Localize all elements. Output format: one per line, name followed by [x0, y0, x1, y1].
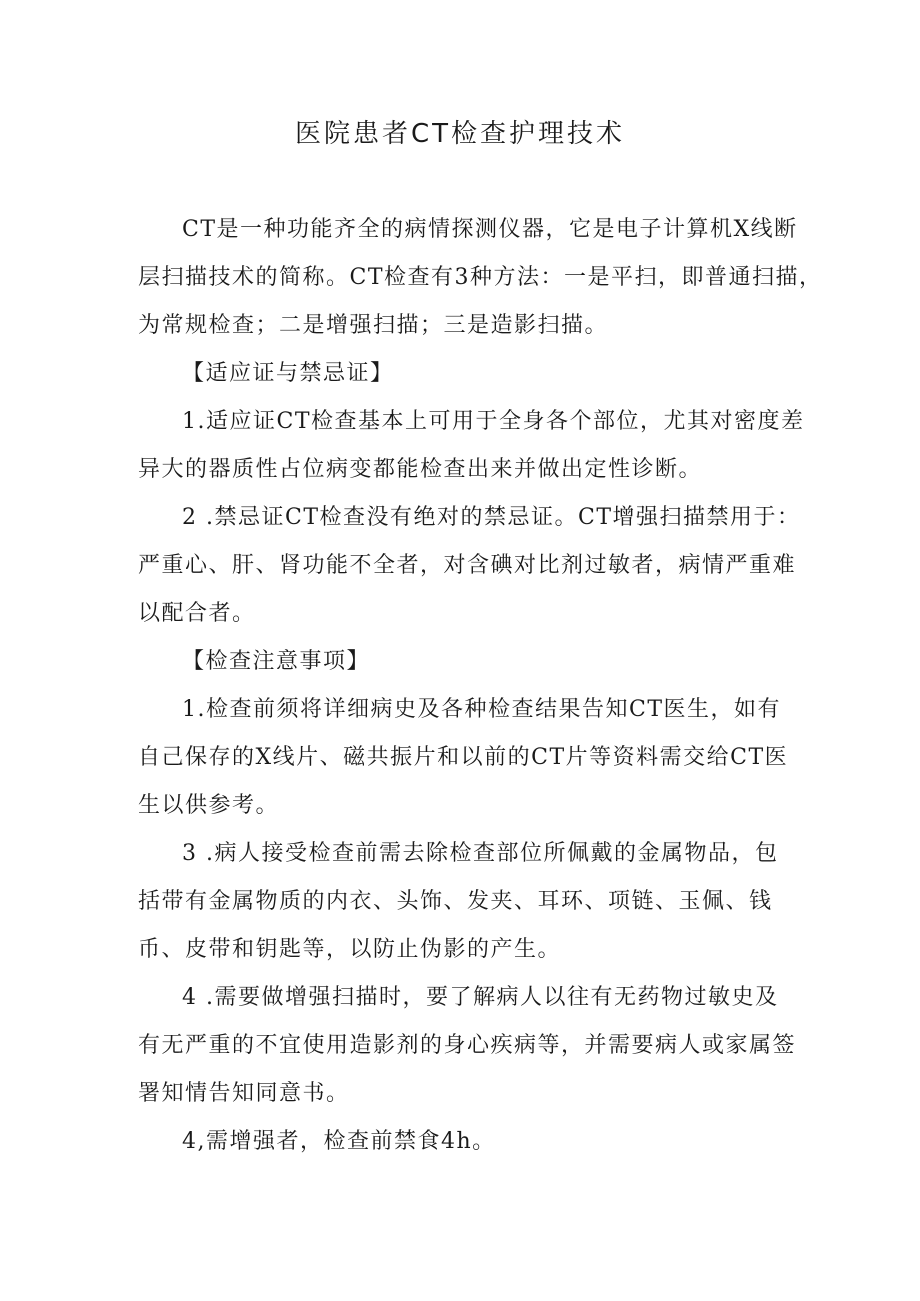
- text-line: 自己保存的X线片、磁共振片和以前的CT片等资料需交给CT医: [138, 745, 789, 770]
- text-line: 异大的器质性占位病变都能检查出来并做出定性诊断。: [138, 457, 703, 482]
- precaution-paragraph-4: [138, 974, 798, 1118]
- text-line: 4 .需要做增强扫描时，要了解病人以往有无药物过敏史及: [182, 985, 779, 1010]
- precaution-paragraph-3: [138, 830, 798, 974]
- text-line: 1.适应证CT检查基本上可用于全身各个部位，尤其对密度差: [182, 409, 805, 434]
- text-line: 4,需增强者，检查前禁食4h。: [182, 1129, 496, 1154]
- document-title: 医院患者CT检查护理技术: [294, 119, 626, 149]
- text-line: 3 .病人接受检查前需去除检查部位所佩戴的金属物品，包: [182, 841, 779, 866]
- text-line: 1.检查前须将详细病史及各种检查结果告知CT医生，如有: [182, 697, 781, 722]
- text-line: 严重心、肝、肾功能不全者，对含碘对比剂过敏者，病情严重难: [138, 553, 797, 578]
- indications-paragraph: [138, 398, 805, 494]
- text-line: 2 .禁忌证CT检查没有绝对的禁忌证。CT增强扫描禁用于：: [182, 505, 801, 530]
- section-heading-precautions: 【检查注意事项】: [182, 649, 371, 674]
- text-line: 有无严重的不宜使用造影剂的身心疾病等，并需要病人或家属签: [138, 1033, 797, 1058]
- text-line: 署知情告知同意书。: [138, 1081, 350, 1106]
- text-line: 层扫描技术的简称。CT检查有3种方法：一是平扫，即普通扫描，: [138, 265, 823, 290]
- precaution-paragraph-1: [138, 686, 798, 830]
- text-line: CT是一种功能齐全的病情探测仪器，它是电子计算机X线断: [182, 217, 798, 242]
- text-line: 币、皮带和钥匙等，以防止伪影的产生。: [138, 937, 562, 962]
- intro-paragraph: [138, 206, 823, 350]
- text-line: 为常规检查；二是增强扫描；三是造影扫描。: [138, 313, 609, 338]
- text-line: 括带有金属物质的内衣、头饰、发夹、耳环、项链、玉佩、钱: [138, 889, 773, 914]
- section-heading-indications: 【适应证与禁忌证】: [182, 361, 394, 386]
- text-line: 以配合者。: [138, 601, 256, 626]
- text-line: 生以供参考。: [138, 793, 280, 818]
- precaution-paragraph-5: [138, 1118, 798, 1166]
- document-body: [138, 206, 823, 1166]
- contraindications-paragraph: [138, 494, 801, 638]
